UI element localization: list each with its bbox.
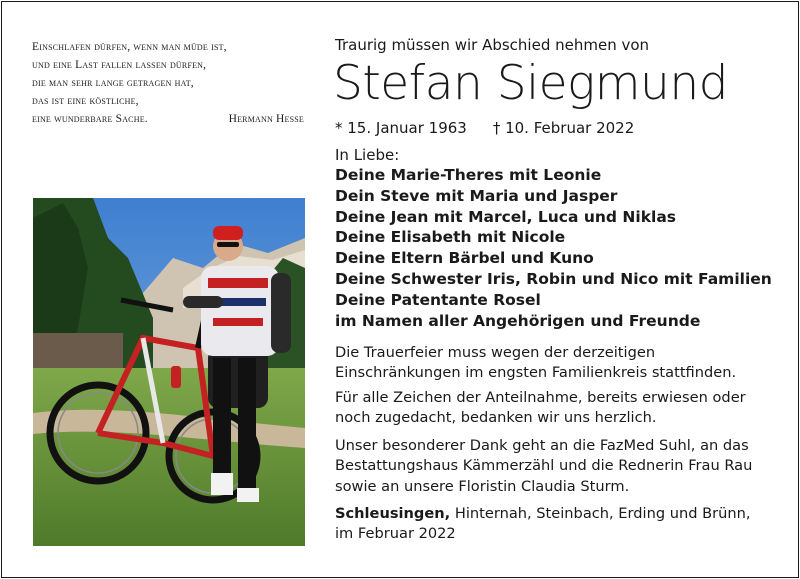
portrait-photo	[33, 198, 305, 546]
text-line: Einschränkungen im engsten Familienkreis stattfinden.	[335, 364, 737, 382]
place-name: Schleusingen,	[335, 505, 451, 522]
mourner-line: Dein Steve mit Maria und Jasper	[335, 186, 618, 205]
date-line: im Februar 2022	[335, 525, 456, 543]
poem-block	[32, 38, 304, 128]
poem-line: Einschlafen dürfen, wenn man müde ist,	[32, 41, 227, 53]
text-line: Die Trauerfeier muss wegen der derzeitigen	[335, 344, 656, 361]
mourner-line: Deine Schwester Iris, Robin und Nico mit Familien	[335, 269, 772, 288]
poem-line: die man sehr lange getragen hat,	[32, 77, 194, 89]
special-thanks-note	[335, 436, 752, 497]
poem-author: Hermann Hesse	[228, 113, 304, 125]
place-and-date	[335, 504, 751, 545]
place-rest: Hinternah, Steinbach, Erding und Brünn,	[450, 505, 751, 522]
mourner-line: Deine Jean mit Marcel, Luca und Niklas	[335, 207, 677, 226]
intro-text: Traurig müssen wir Abschied nehmen von	[335, 36, 650, 54]
mourners-intro: In Liebe:	[335, 146, 400, 164]
text-line: noch zugedacht, bedanken wir uns herzlich.	[335, 409, 657, 427]
text-line: sowie an unsere Floristin Claudia Sturm.	[335, 477, 630, 495]
poem-line: das ist eine köstliche,	[32, 95, 139, 107]
poem-line: eine wunderbare Sache.	[32, 113, 148, 125]
thanks-note	[335, 388, 746, 429]
place-line	[335, 504, 751, 524]
birth-date: * 15. Januar 1963	[335, 119, 467, 137]
deceased-name: Stefan Siegmund	[333, 56, 728, 111]
mourner-line: Deine Elisabeth mit Nicole	[335, 228, 566, 247]
obituary-notice	[1, 1, 799, 578]
text-line: Bestattungshaus Kämmerzähl und die Rednerin Frau Rau	[335, 457, 753, 475]
death-date: † 10. Februar 2022	[492, 119, 635, 137]
mourners-list	[335, 165, 772, 331]
mourner-line: Deine Patentante Rosel	[335, 290, 541, 309]
text-line: Für alle Zeichen der Anteilnahme, bereits erwiesen oder	[335, 389, 746, 406]
text-line: Unser besonderer Dank geht an die FazMed Suhl, an das	[335, 437, 749, 454]
poem-line: und eine Last fallen lassen dürfen,	[32, 59, 207, 71]
mourner-line: im Namen aller Angehörigen und Freunde	[335, 311, 701, 330]
mourner-line: Deine Marie-Theres mit Leonie	[335, 166, 602, 184]
life-dates	[335, 119, 634, 137]
funeral-note	[335, 343, 736, 384]
mourner-line: Deine Eltern Bärbel und Kuno	[335, 249, 594, 268]
